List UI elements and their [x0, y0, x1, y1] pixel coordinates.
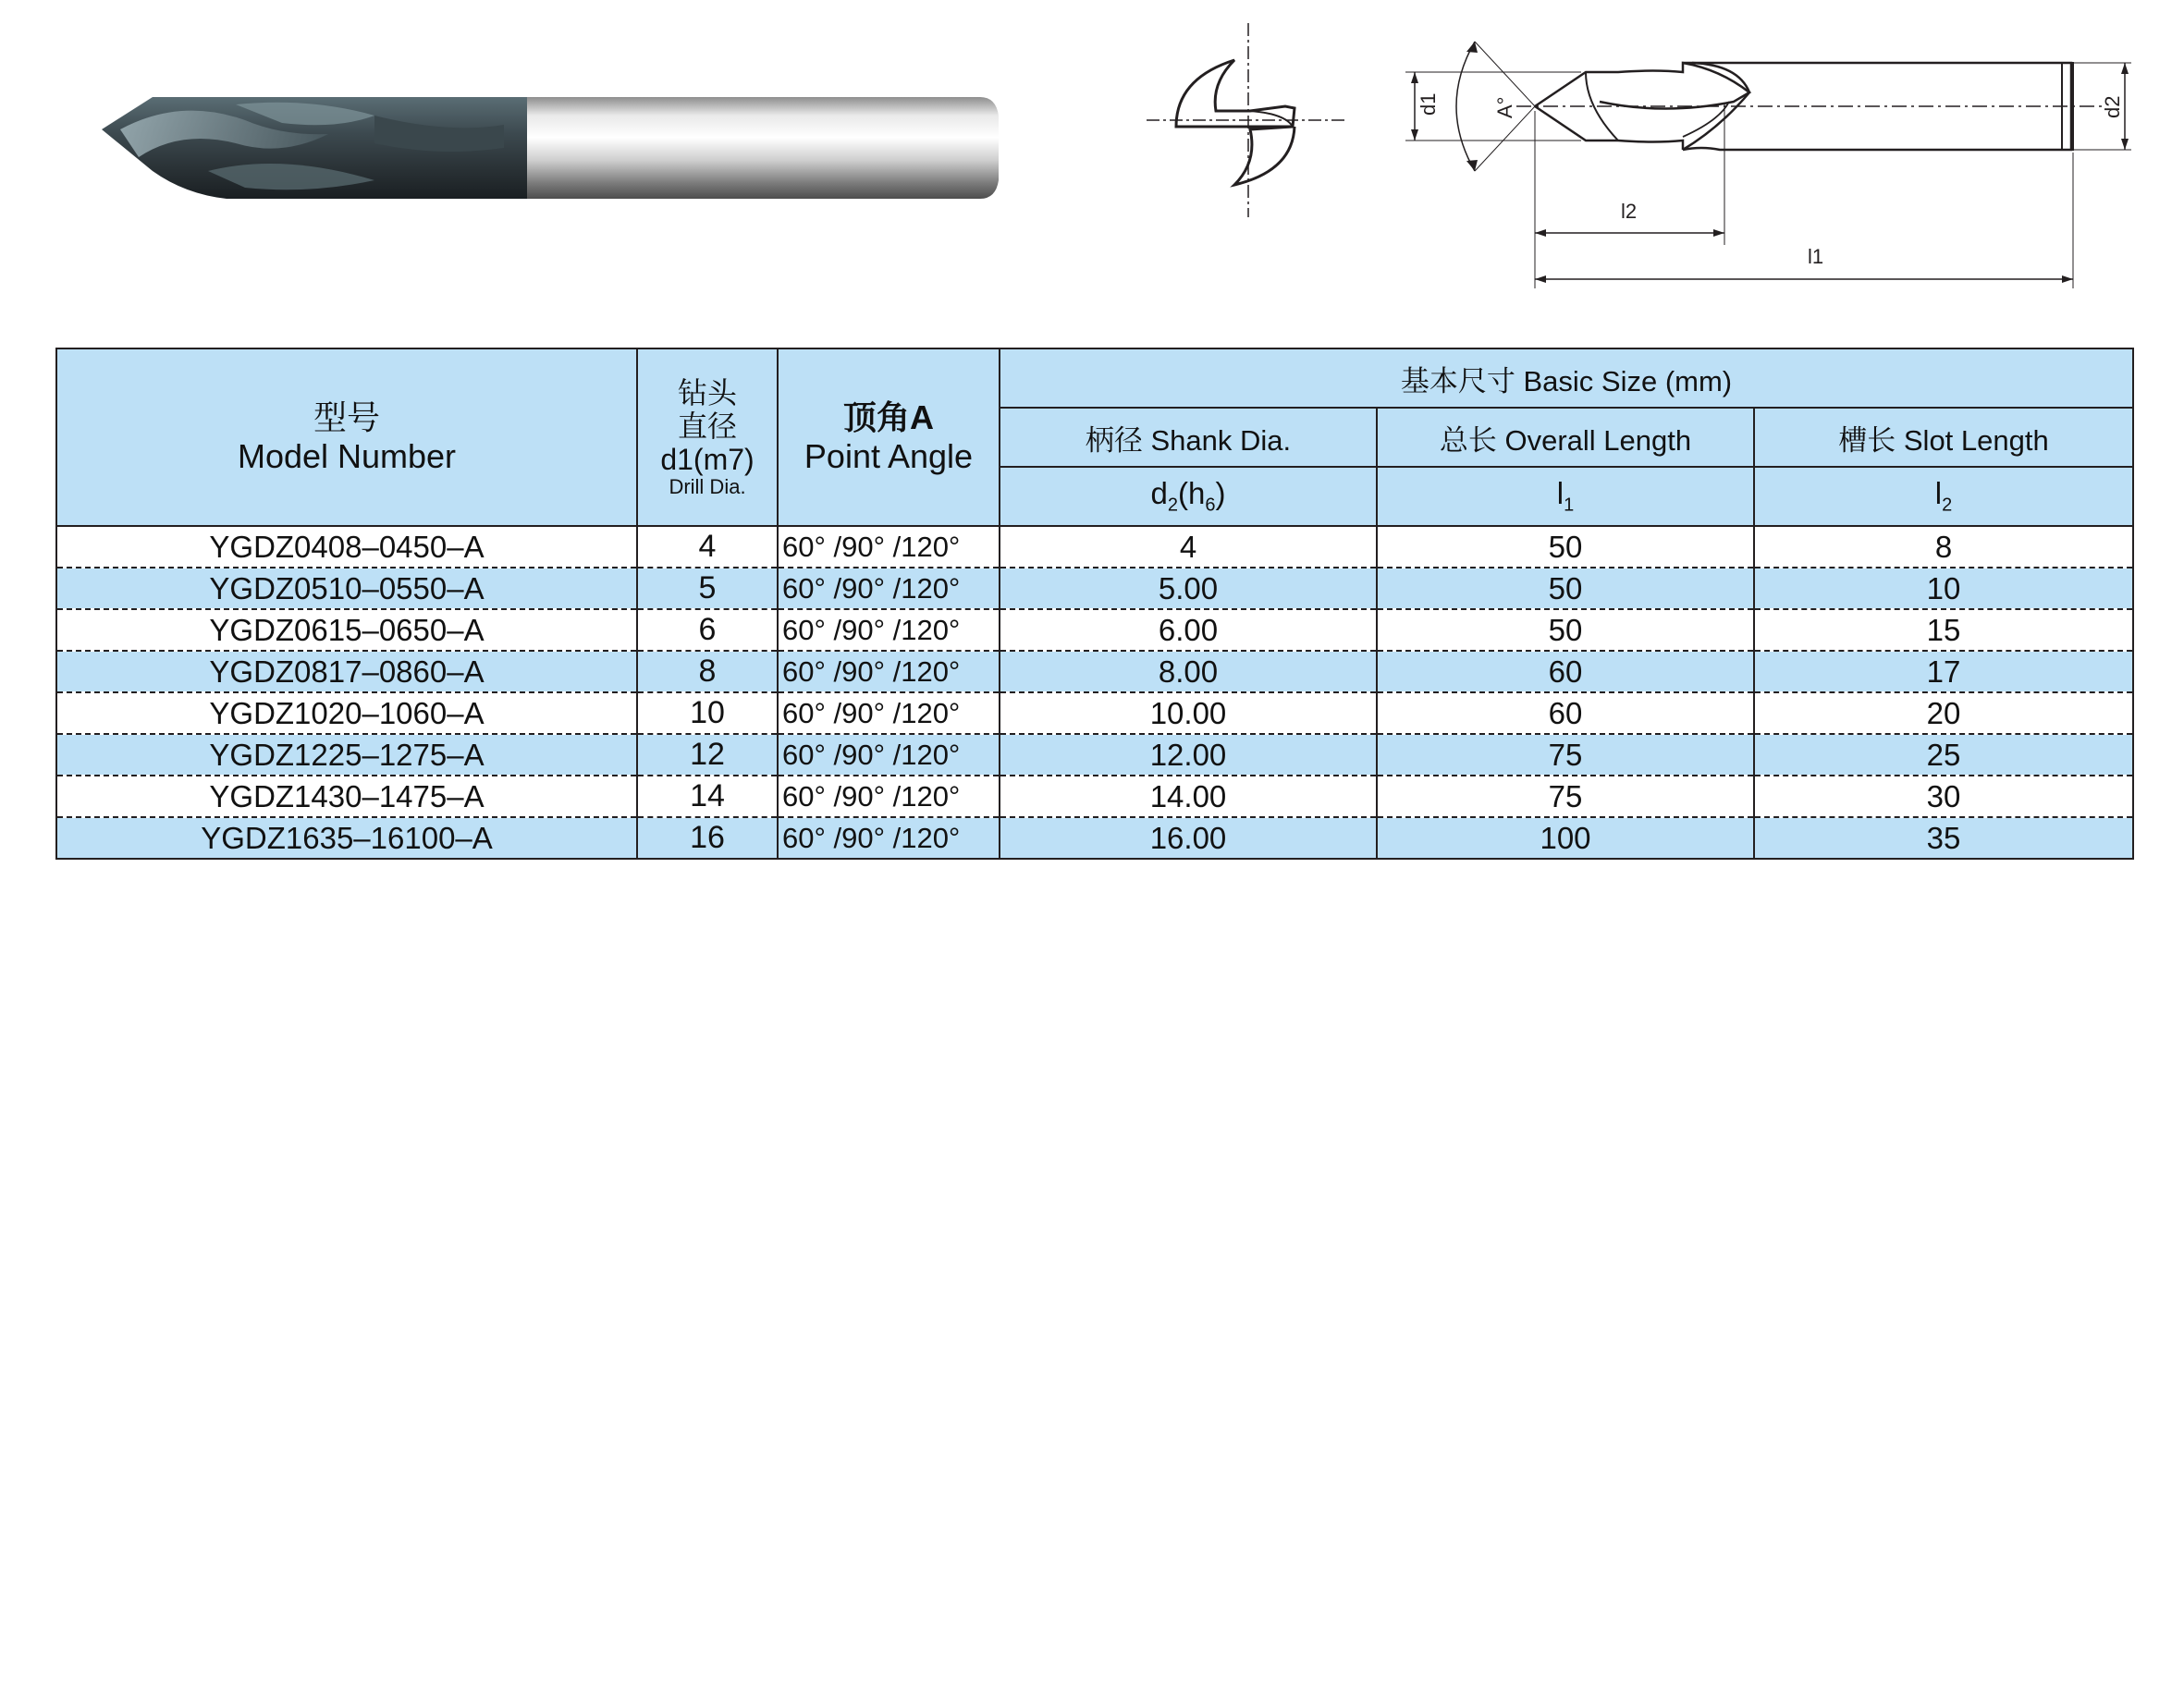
drill-product-photo [97, 79, 1003, 217]
header-angle-cn: 顶角A [843, 398, 934, 436]
cell-model: YGDZ1430–1475–A [56, 776, 637, 817]
header-shank-dia: 柄径 Shank Dia. [1000, 408, 1377, 467]
cell-overall-length: 60 [1377, 692, 1754, 734]
table-row [56, 817, 2133, 859]
cell-slot-length: 20 [1754, 692, 2133, 734]
cell-point-angle: 60° /90° /120° [778, 734, 1000, 776]
cell-shank-dia: 14.00 [1000, 776, 1377, 817]
header-slot-symbol: $l_2$ [1754, 467, 2133, 526]
cell-point-angle: 60° /90° /120° [778, 568, 1000, 609]
header-basic-size: 基本尺寸 Basic Size (mm) [1000, 348, 2133, 408]
cell-drill-dia: 8 [637, 651, 778, 692]
cell-slot-length: 25 [1754, 734, 2133, 776]
cell-drill-dia: 4 [637, 526, 778, 568]
cell-model: YGDZ0817–0860–A [56, 651, 637, 692]
cell-model: YGDZ0510–0550–A [56, 568, 637, 609]
cell-shank-dia: 8.00 [1000, 651, 1377, 692]
drill-side-view-drawing [1387, 37, 2154, 300]
cell-model: YGDZ0615–0650–A [56, 609, 637, 651]
label-d1: d1 [1417, 92, 1440, 116]
cell-drill-dia: 14 [637, 776, 778, 817]
cell-slot-length: 30 [1754, 776, 2133, 817]
table-row [56, 734, 2133, 776]
header-slot-length: 槽长 Slot Length [1754, 408, 2133, 467]
label-l1: l1 [1808, 245, 1824, 268]
cell-shank-dia: 5.00 [1000, 568, 1377, 609]
drill-end-view-diagram [1147, 23, 1345, 217]
header-drill-dia [637, 348, 778, 526]
spec-table [55, 348, 2134, 860]
table-row [56, 776, 2133, 817]
cell-point-angle: 60° /90° /120° [778, 692, 1000, 734]
cell-overall-length: 60 [1377, 651, 1754, 692]
cell-drill-dia: 5 [637, 568, 778, 609]
header-model-cn: 型号 [313, 398, 380, 436]
cell-slot-length: 15 [1754, 609, 2133, 651]
cell-shank-dia: 12.00 [1000, 734, 1377, 776]
cell-slot-length: 17 [1754, 651, 2133, 692]
cell-model: YGDZ1635–16100–A [56, 817, 637, 859]
table-row [56, 651, 2133, 692]
header-drill-en: Drill Dia. [669, 475, 746, 498]
header-shank-symbol: $d_2(h_6)$ [1000, 467, 1377, 526]
cell-overall-length: 50 [1377, 568, 1754, 609]
header-drill-cn1: 钻头 [677, 376, 737, 409]
cell-drill-dia: 10 [637, 692, 778, 734]
cell-slot-length: 10 [1754, 568, 2133, 609]
cell-overall-length: 75 [1377, 776, 1754, 817]
cell-overall-length: 50 [1377, 526, 1754, 568]
cell-model: YGDZ1020–1060–A [56, 692, 637, 734]
label-angle-a: A° [1493, 96, 1516, 118]
header-drill-sym: d1(m7) [660, 443, 755, 476]
cell-overall-length: 50 [1377, 609, 1754, 651]
cell-drill-dia: 6 [637, 609, 778, 651]
cell-point-angle: 60° /90° /120° [778, 651, 1000, 692]
cell-point-angle: 60° /90° /120° [778, 526, 1000, 568]
header-model-en: Model Number [237, 437, 457, 475]
cell-point-angle: 60° /90° /120° [778, 776, 1000, 817]
cell-shank-dia: 6.00 [1000, 609, 1377, 651]
cell-drill-dia: 16 [637, 817, 778, 859]
cell-slot-length: 8 [1754, 526, 2133, 568]
label-l2: l2 [1621, 200, 1638, 223]
cell-point-angle: 60° /90° /120° [778, 609, 1000, 651]
cell-shank-dia: 16.00 [1000, 817, 1377, 859]
label-d2: d2 [2101, 95, 2124, 118]
table-row [56, 568, 2133, 609]
header-overall-length: 总长 Overall Length [1377, 408, 1754, 467]
header-drill-cn2: 直径 [677, 409, 737, 443]
cell-point-angle: 60° /90° /120° [778, 817, 1000, 859]
header-model-number [56, 348, 637, 526]
header-angle-en: Point Angle [804, 437, 974, 475]
cell-overall-length: 100 [1377, 817, 1754, 859]
cell-drill-dia: 12 [637, 734, 778, 776]
cell-model: YGDZ1225–1275–A [56, 734, 637, 776]
header-point-angle [778, 348, 1000, 526]
cell-shank-dia: 4 [1000, 526, 1377, 568]
cell-shank-dia: 10.00 [1000, 692, 1377, 734]
cell-model: YGDZ0408–0450–A [56, 526, 637, 568]
cell-slot-length: 35 [1754, 817, 2133, 859]
table-row [56, 692, 2133, 734]
cell-overall-length: 75 [1377, 734, 1754, 776]
table-row [56, 526, 2133, 568]
header-overall-symbol: $l_1$ [1377, 467, 1754, 526]
table-row [56, 609, 2133, 651]
